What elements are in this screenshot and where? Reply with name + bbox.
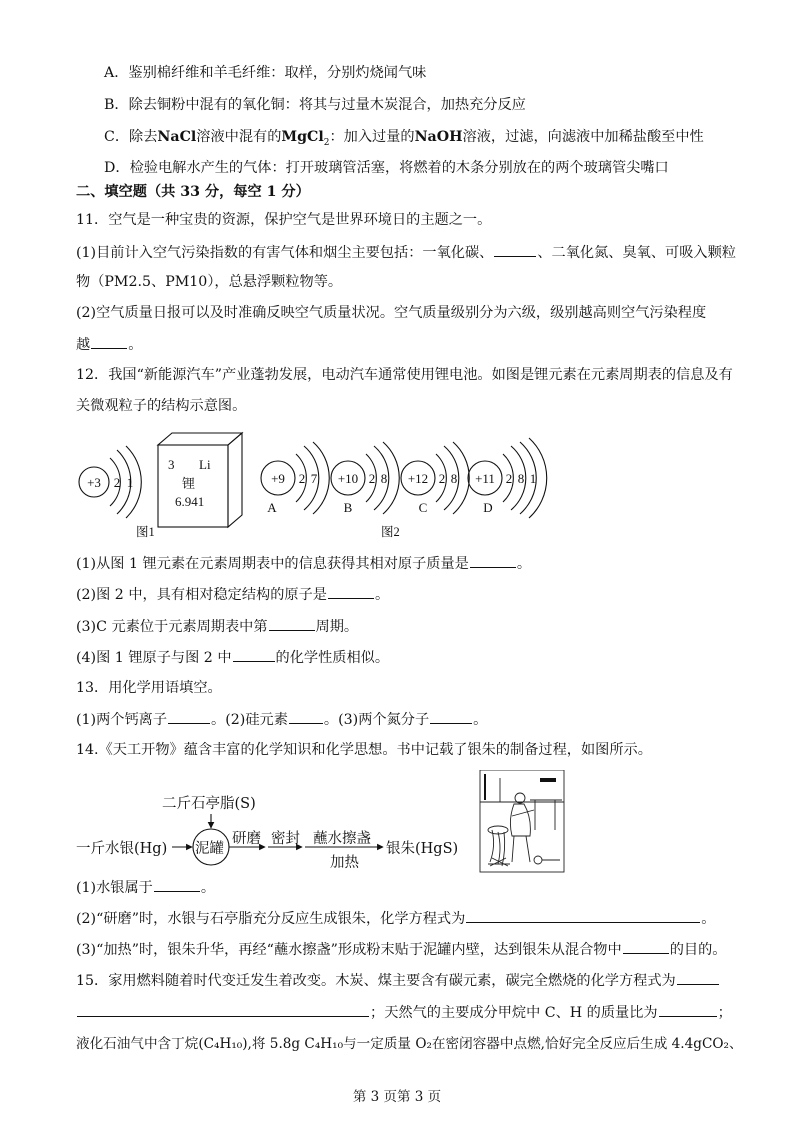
q14-blank-2[interactable] <box>466 908 700 923</box>
q15-line1: 15．家用燃料随着时代变迁发生着改变。木炭、煤主要含有碳元素，碳完全燃烧的化学方程式为 <box>76 970 720 991</box>
fig2-caption: 图2 <box>381 525 400 539</box>
q12-blank-4[interactable] <box>233 647 275 662</box>
q12-stem-cont: 关微观粒子的结构示意图。 <box>76 398 247 414</box>
atom-d-label: D <box>483 500 493 515</box>
q14-stem: 14.《天工开物》蕴含丰富的化学知识和化学思想。书中记载了银朱的制备过程，如图所示。 <box>76 742 652 758</box>
q14-part3: (3)“加热”时，银朱升华，再经“蘸水擦盏”形成粉末贴于泥罐内壁，达到银朱从混合物中 的目的。 <box>76 939 726 960</box>
atom-b-shell: 8 <box>380 471 388 486</box>
q11-part2-cont: 越 。 <box>76 334 142 355</box>
q11-part1: (1)目前计入空气污染指数的有害气体和烟尘主要包括：一氧化碳、 、二氧化氮、臭氧、可吸入颗粒 <box>76 242 736 263</box>
flow-mercury: 一斤水银(Hg) <box>76 841 168 857</box>
option-d: D．检验电解水产生的气体：打开玻璃管活塞，将燃着的木条分别放在的两个玻璃管尖嘴口 <box>104 160 669 176</box>
q15-line3: 液化石油气中含丁烷(C₄H₁₀),将 5.8g C₄H₁₀与一定质量 O₂在密闭容器中点燃,恰好完全反应后生成 4.4gCO₂、 <box>76 1036 743 1052</box>
q13-stem: 13．用化学用语填空。 <box>76 680 222 696</box>
periodic-tile-li <box>158 445 242 527</box>
atom-b-nucleus-label: +10 <box>337 471 359 486</box>
q14-part1: (1)水银属于 。 <box>76 877 215 898</box>
li-nucleus-label: +3 <box>87 475 101 490</box>
tile-atomic-number: 3 <box>168 457 175 472</box>
q14-blank-1[interactable] <box>154 877 200 892</box>
q13-parts: (1)两个钙离子 。(2)硅元素 。(3)两个氮分子 。 <box>76 709 487 730</box>
q13-blank-1[interactable] <box>168 709 210 724</box>
q15-blank-1[interactable] <box>677 970 719 985</box>
atom-b-label: B <box>343 500 353 515</box>
li-shell-count: 1 <box>126 475 134 490</box>
atom-c-label: C <box>418 500 428 515</box>
atom-d-nucleus-label: +11 <box>475 471 495 486</box>
q11-part1-cont: 物（PM2.5、PM10），总悬浮颗粒物等。 <box>76 274 343 290</box>
q12-blank-1[interactable] <box>470 553 516 568</box>
option-b: B．除去铜粉中混有的氧化铜：将其与过量木炭混合，加热充分反应 <box>104 97 526 113</box>
tile-symbol: Li <box>199 457 211 472</box>
option-a: A．鉴别棉纤维和羊毛纤维：取样，分别灼烧闻气味 <box>104 65 427 81</box>
q12-part2: (2)图 2 中，具有相对稳定结构的原子是 。 <box>76 584 389 605</box>
li-shell-count: 2 <box>113 475 121 490</box>
atom-c-shell: 2 <box>438 471 446 486</box>
flow-step-wipe: 蘸水擦盏 <box>313 831 371 847</box>
q13-blank-3[interactable] <box>430 709 472 724</box>
tile-atomic-mass: 6.941 <box>175 494 205 509</box>
q12-part1: (1)从图 1 锂元素在元素周期表中的信息获得其相对原子质量是 。 <box>76 553 531 574</box>
atom-d-shell: 2 <box>505 471 513 486</box>
flow-step-heat: 加热 <box>330 855 359 871</box>
q11-stem: 11．空气是一种宝贵的资源，保护空气是世界环境日的主题之一。 <box>76 212 492 228</box>
q11-blank-1[interactable] <box>494 242 536 257</box>
q14-blank-3[interactable] <box>623 939 669 954</box>
option-c: C．除去NaCl溶液中混有的MgCl$_2$：加入过量的NaOH溶液，过滤，向滤液中加稀盐酸至中性 <box>104 129 704 148</box>
atom-a-nucleus-label: +9 <box>271 471 285 486</box>
flow-pot: 泥罐 <box>195 841 224 857</box>
illustration <box>480 770 564 872</box>
atom-a-shell: 7 <box>310 471 318 486</box>
q11-part2: (2)空气质量日报可以及时准确反映空气质量状况。空气质量级别分为六级，级别越高则空气污染程度 <box>76 305 707 321</box>
q12-part4: (4)图 1 锂原子与图 2 中 的化学性质相似。 <box>76 647 389 668</box>
flow-step-grind: 研磨 <box>232 831 261 847</box>
q14-part2: (2)“研磨”时，水银与石亭脂充分反应生成银朱，化学方程式为 。 <box>76 908 716 929</box>
tile-element-name: 锂 <box>182 477 196 492</box>
atom-d-shell: 1 <box>529 471 537 486</box>
q11-blank-2[interactable] <box>91 334 127 349</box>
atom-d-shell: 8 <box>517 471 525 486</box>
flow-diagram <box>0 770 794 875</box>
atom-a-label: A <box>267 500 277 515</box>
flow-sulfur: 二斤石亭脂(S) <box>162 796 256 812</box>
q15-blank-1-cont[interactable] <box>77 1002 369 1017</box>
q12-blank-2[interactable] <box>328 584 374 599</box>
page-footer: 第 3 页第 3 页 <box>352 1089 442 1105</box>
q12-part3: (3)C 元素位于元素周期表中第 周期。 <box>76 616 358 637</box>
atom-b-shell: 2 <box>368 471 376 486</box>
fig1-caption: 图1 <box>136 525 155 539</box>
section-title: 二、填空题（共 33 分，每空 1 分） <box>76 184 310 200</box>
atom-c-nucleus-label: +12 <box>407 471 429 486</box>
atom-a-shell: 2 <box>298 471 306 486</box>
q15-line2: ；天然气的主要成分甲烷中 C、H 的质量比为 ； <box>76 1002 732 1023</box>
flow-step-seal: 密封 <box>271 831 300 847</box>
q12-blank-3[interactable] <box>269 616 315 631</box>
atom-c-shell: 8 <box>450 471 458 486</box>
q13-blank-2[interactable] <box>289 709 323 724</box>
q12-stem: 12．我国“新能源汽车”产业蓬勃发展，电动汽车通常使用锂电池。如图是锂元素在元素周期表的信息及有 <box>76 367 733 383</box>
q15-blank-2[interactable] <box>659 1002 717 1017</box>
flow-product: 银朱(HgS) <box>386 841 459 857</box>
